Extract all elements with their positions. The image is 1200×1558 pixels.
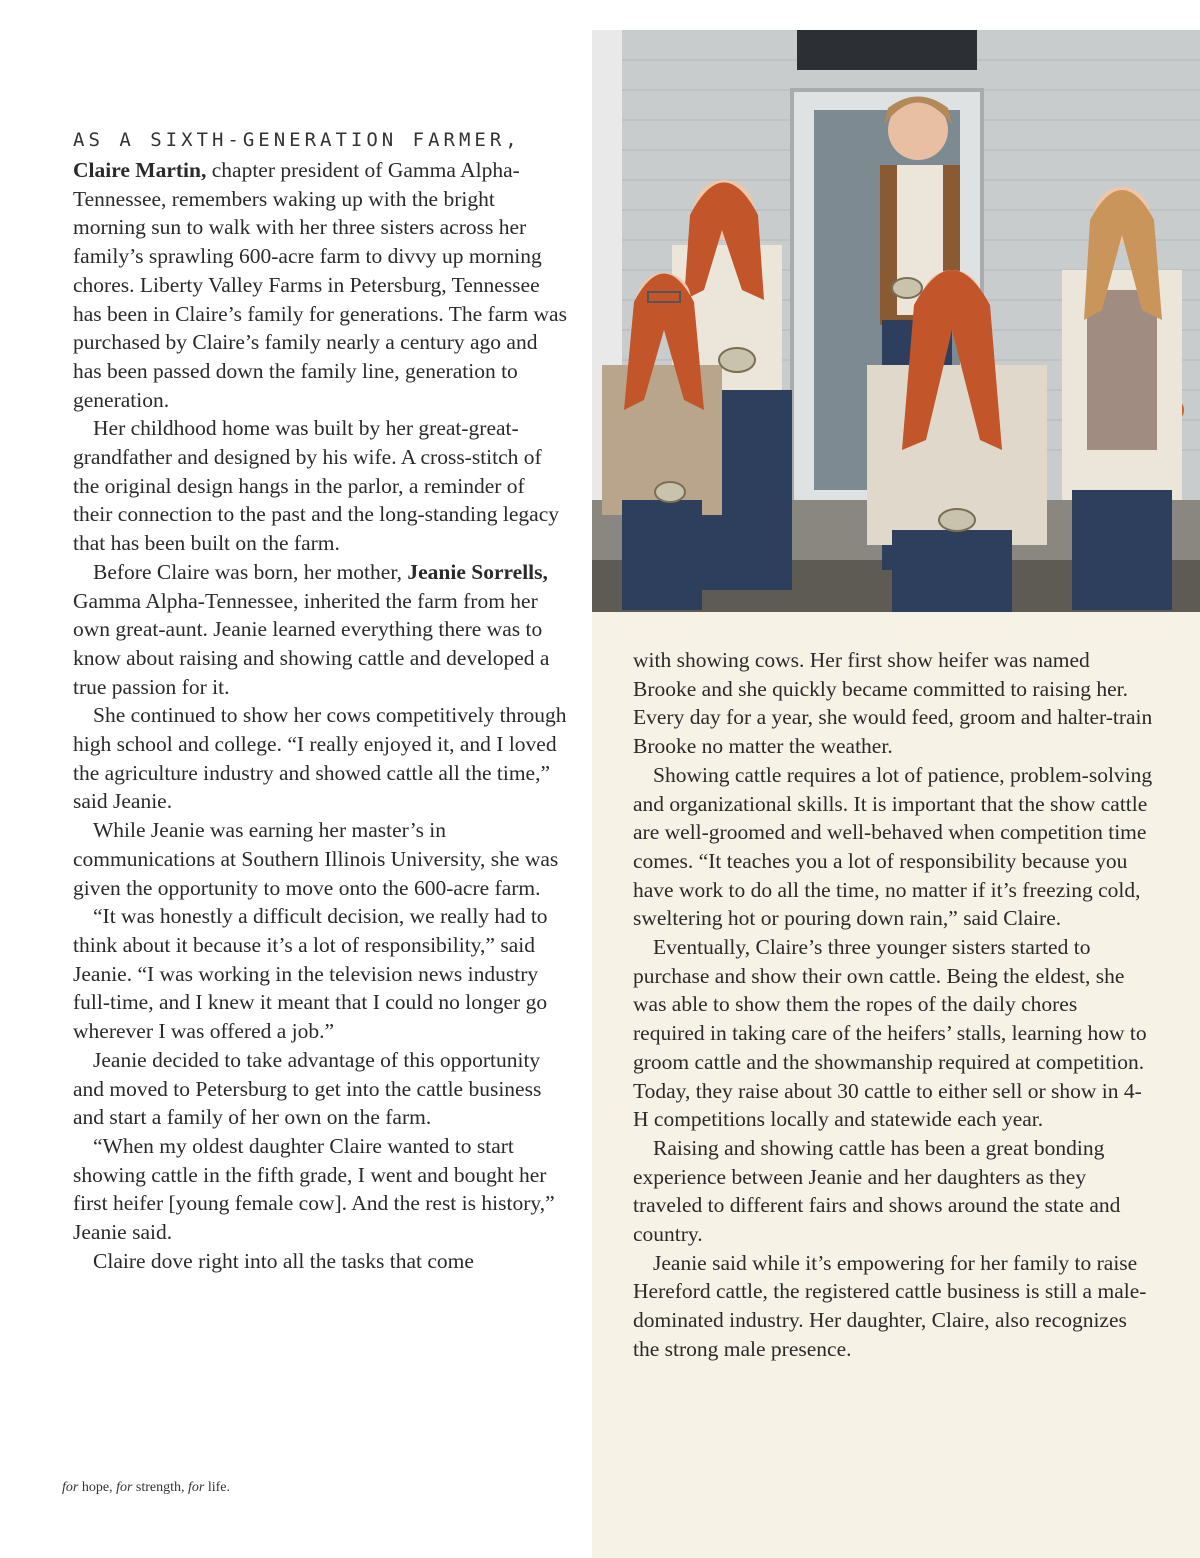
paragraph: [73, 558, 568, 702]
article-kicker: AS A SIXTH-GENERATION FARMER,: [73, 129, 521, 151]
paragraph: with showing cows. Her first show heifer was named Brooke and she quickly became committed to raising her. Every day for a year, she would feed, groom and halter-train Brooke no matter the weather.: [633, 648, 1153, 759]
paragraph: Her childhood home was built by her great-great-grandfather and designed by his wife. A cross-stitch of the original design hangs in the parlor, a reminder of their connection to the past and the long-standing legacy that has been built on the farm.: [73, 416, 559, 556]
paragraph-text: Gamma Alpha-Tennessee, inherited the farm from her own great-aunt. Jeanie learned everything there was to know about raising and showing cattle and developed a true passion for it.: [73, 588, 550, 699]
paragraph-text: Before Claire was born, her mother,: [93, 559, 408, 584]
left-body: [73, 156, 568, 1275]
paragraph-text: chapter president of Gamma Alpha-Tennessee, remembers waking up with the bright morning sun to walk with her three sisters across her family’s sprawling 600-acre farm to divvy up morning chores. Liberty Valley Farms in Petersburg, Tennessee has been in Claire’s family for generations. The farm was purchased by Claire’s family nearly a century ago and has been passed down the family line, generation to generation.: [73, 158, 567, 412]
paragraph: [73, 156, 568, 414]
tagline-word: hope,: [78, 1480, 117, 1495]
right-body: [633, 646, 1153, 1364]
tagline-for: for: [188, 1480, 205, 1495]
bold-name: Jeanie Sorrells,: [407, 559, 548, 584]
paragraph: Eventually, Claire’s three younger sisters started to purchase and show their own cattle. Being the eldest, she was able to show them the ropes of the daily chores required in taking care of the heifers’ stalls, learning how to groom cattle and the showmanship required at competition. Today, they raise about 30 cattle to either sell or show in 4-H competitions locally and statewide each year.: [633, 935, 1147, 1132]
paragraph: Raising and showing cattle has been a great bonding experience between Jeanie and her daughters as they traveled to different fairs and shows around the state and country.: [633, 1135, 1121, 1247]
family-photo: [592, 30, 1200, 612]
paragraph: “It was honestly a difficult decision, we really had to think about it because it’s a lot of responsibility,” said Jeanie. “I was working in the television news industry full-time, and I knew it meant that I could no longer go wherever I was offered a job.”: [73, 904, 548, 1044]
paragraph: Jeanie said while it’s empowering for her family to raise Hereford cattle, the registered cattle business is still a male-dominated industry. Her daughter, Claire, also recognizes the strong male presence.: [633, 1250, 1147, 1361]
paragraph: She continued to show her cows competitively through high school and college. “I really enjoyed it, and I loved the agriculture industry and showed cattle all the time,” said Jeanie.: [73, 703, 567, 814]
tagline-word: life.: [204, 1480, 231, 1495]
footer-tagline: [62, 1480, 230, 1496]
paragraph: “When my oldest daughter Claire wanted to start showing cattle in the fifth grade, I went and bought her first heifer [young female cow]. And the rest is history,” Jeanie said.: [73, 1133, 555, 1245]
bold-name: Claire Martin,: [73, 158, 207, 182]
article-right-column: [633, 646, 1153, 1364]
article-left-column: [73, 128, 568, 1275]
family-photo-illustration: [592, 30, 1200, 612]
paragraph: Jeanie decided to take advantage of this opportunity and moved to Petersburg to get into the cattle business and start a family of her own on the farm.: [73, 1047, 542, 1130]
tagline-for: for: [62, 1480, 79, 1495]
paragraph: Claire dove right into all the tasks that come: [93, 1248, 474, 1273]
paragraph: While Jeanie was earning her master’s in communications at Southern Illinois University, she was given the opportunity to move onto the 600-acre farm.: [73, 818, 559, 900]
tagline-word: strength,: [132, 1480, 189, 1495]
paragraph: Showing cattle requires a lot of patience, problem-solving and organizational skills. It is important that the show cattle are well-groomed and well-behaved when competition time comes. “It teaches you a lot of responsibility because you have work to do all the time, no matter if it’s freezing cold, sweltering hot or pouring down rain,” said Claire.: [633, 762, 1153, 931]
tagline-for: for: [116, 1480, 133, 1495]
